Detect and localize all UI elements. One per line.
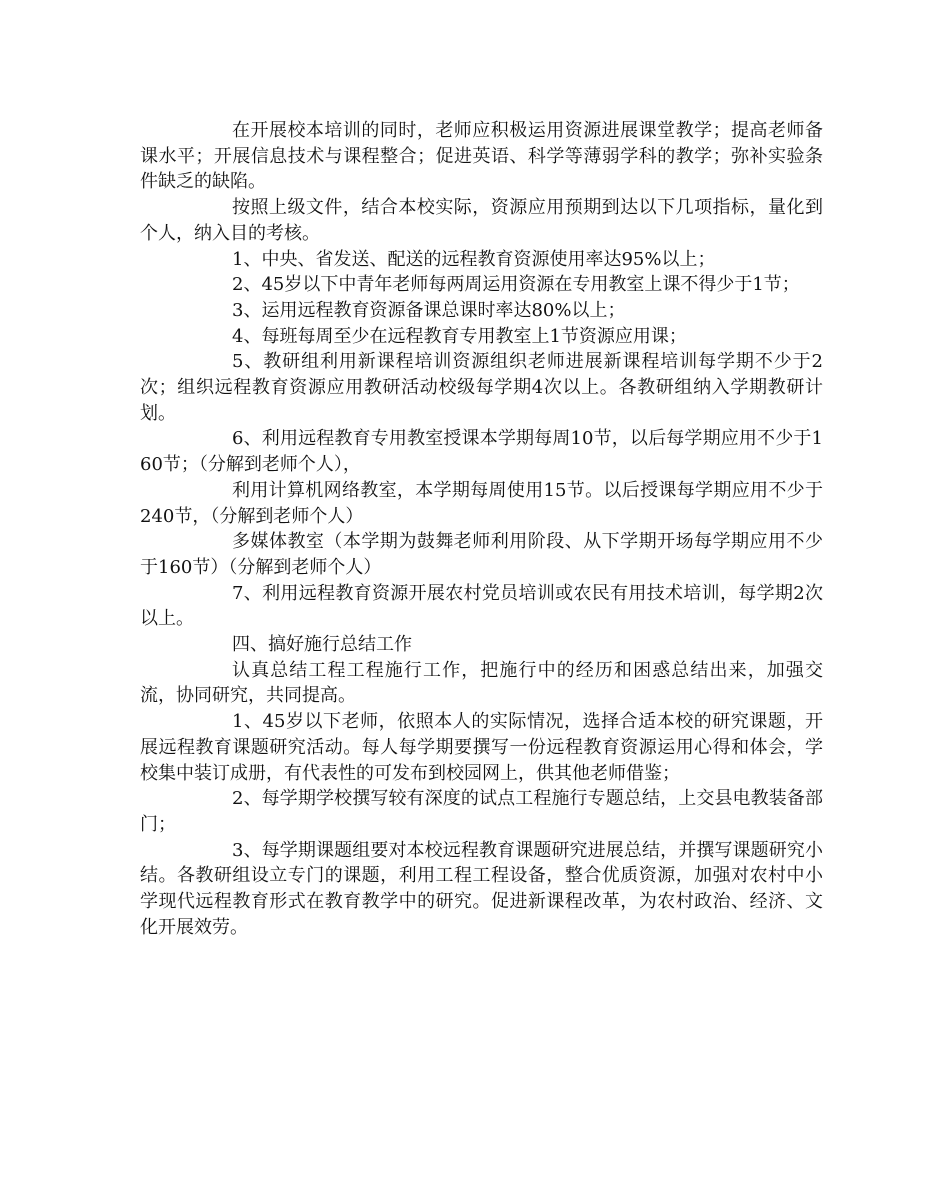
list-item: 7、利用远程教育资源开展农村党员培训或农民有用技术培训，每学期2次以上。 — [140, 582, 823, 630]
list-item: 1、45岁以下老师，依照本人的实际情况，选择合适本校的研究课题，开展远程教育课题研究活动。每人每学期要撰写一份远程教育资源运用心得和体会，学校集中装订成册，有代表性的可发布到校园网上，供其他老师借鉴； — [140, 711, 823, 784]
paragraph: 按照上级文件，结合本校实际，资源应用预期到达以下几项指标，量化到个人，纳入目的考核。 — [140, 197, 823, 244]
list-item: 4、每班每周至少在远程教育专用教室上1节资源应用课； — [232, 325, 687, 347]
paragraph: 多媒体教室（本学期为鼓舞老师利用阶段、从下学期开场每学期应用不少于160节）（分解到老师个人） — [140, 531, 823, 578]
list-item: 6、利用远程教育专用教室授课本学期每周10节，以后每学期应用不少于160节；（分解到老师个人）， — [140, 428, 823, 476]
document-body — [140, 118, 823, 941]
list-item: 3、每学期课题组要对本校远程教育课题研究进展总结，并撰写课题研究小结。各教研组设立专门的课题，利用工程工程设备，整合优质资源，加强对农村中小学现代远程教育形式在教育教学中的研究。促进新课程改革，为农村政治、经济、文化开展效劳。 — [140, 839, 823, 938]
list-item: 3、运用远程教育资源备课总课时率达80%以上； — [232, 299, 626, 321]
list-item: 5、教研组利用新课程培训资源组织老师进展新课程培训每学期不少于2次；组织远程教育资源应用教研活动校级每学期4次以上。各教研组纳入学期教研计划。 — [140, 351, 823, 424]
list-item: 2、每学期学校撰写较有深度的试点工程施行专题总结，上交县电教装备部门； — [140, 788, 823, 835]
list-item: 2、45岁以下中青年老师每两周运用资源在专用教室上课不得少于1节； — [232, 274, 800, 296]
section-heading: 四、搞好施行总结工作 — [232, 634, 412, 656]
paragraph: 利用计算机网络教室，本学期每周使用15节。以后授课每学期应用不少于240节，（分解到老师个人） — [140, 479, 823, 527]
paragraph: 认真总结工程工程施行工作，把施行中的经历和困惑总结出来，加强交流，协同研究，共同提高。 — [140, 659, 823, 707]
list-item: 1、中央、省发送、配送的远程教育资源使用率达95%以上； — [232, 248, 716, 270]
paragraph: 在开展校本培训的同时，老师应积极运用资源进展课堂教学；提高老师备课水平；开展信息技术与课程整合；促进英语、科学等薄弱学科的教学；弥补实验条件缺乏的缺陷。 — [140, 120, 823, 193]
